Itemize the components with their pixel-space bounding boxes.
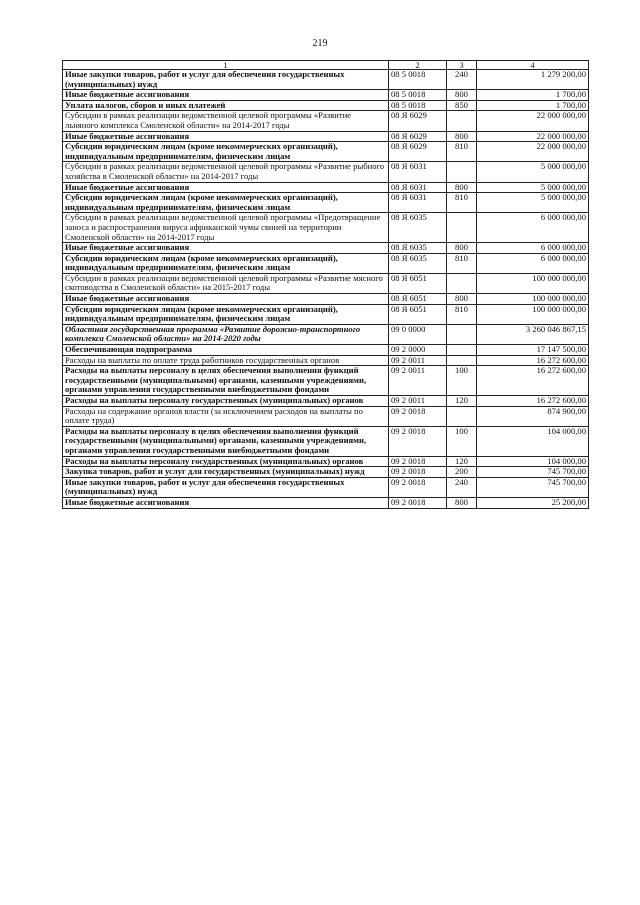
row-type-cell: 800 <box>447 243 477 254</box>
row-code-cell: 09 2 0011 <box>389 396 447 407</box>
row-sum-cell: 5 000 000,00 <box>477 182 589 193</box>
row-type-cell <box>447 345 477 356</box>
row-code-cell: 08 Я 6051 <box>389 273 447 293</box>
row-name-cell: Субсидии в рамках реализации ведомственной целевой программы «Развитие рыбного хозяйства в Смоленской области» на 2014-2017 годы <box>63 162 389 182</box>
table-row <box>63 70 589 90</box>
row-sum-cell: 3 260 046 867,15 <box>477 324 589 344</box>
table-row <box>63 131 589 142</box>
row-sum-cell: 104 000,00 <box>477 456 589 467</box>
row-name-cell: Субсидии юридическим лицам (кроме некоммерческих организаций), индивидуальным предпринимателям, физическим лицам <box>63 193 389 213</box>
row-code-cell: 08 Я 6029 <box>389 131 447 142</box>
row-type-cell: 800 <box>447 90 477 101</box>
row-type-cell: 240 <box>447 70 477 90</box>
page-number: 219 <box>312 38 328 49</box>
row-code-cell: 09 2 0018 <box>389 426 447 456</box>
table-row <box>63 253 589 273</box>
row-type-cell: 850 <box>447 100 477 111</box>
row-name-cell: Иные бюджетные ассигнования <box>63 497 389 508</box>
table-row <box>63 273 589 293</box>
table-row <box>63 497 589 508</box>
table-row <box>63 111 589 131</box>
row-type-cell: 240 <box>447 477 477 497</box>
row-code-cell: 09 2 0000 <box>389 345 447 356</box>
table-row <box>63 396 589 407</box>
row-code-cell: 08 5 0018 <box>389 70 447 90</box>
row-type-cell: 800 <box>447 294 477 305</box>
row-code-cell: 09 2 0018 <box>389 456 447 467</box>
row-code-cell: 08 Я 6051 <box>389 304 447 324</box>
row-name-cell: Иные бюджетные ассигнования <box>63 243 389 254</box>
table-row <box>63 324 589 344</box>
row-sum-cell: 104 000,00 <box>477 426 589 456</box>
row-code-cell: 09 2 0011 <box>389 366 447 396</box>
row-code-cell: 09 2 0018 <box>389 477 447 497</box>
row-code-cell: 09 0 0000 <box>389 324 447 344</box>
column-header-4: 4 <box>477 61 589 70</box>
row-type-cell: 800 <box>447 497 477 508</box>
row-type-cell: 800 <box>447 131 477 142</box>
table-row <box>63 213 589 243</box>
row-name-cell: Субсидии в рамках реализации ведомственной целевой программы «Предотвращение заноса и распространения вируса африканской чумы свиней на территории Смоленской области» на 2014-2017 годы <box>63 213 389 243</box>
table-row <box>63 456 589 467</box>
row-sum-cell: 1 700,00 <box>477 100 589 111</box>
row-type-cell: 120 <box>447 396 477 407</box>
row-name-cell: Расходы на выплаты персоналу в целях обеспечения выполнения функций государственными (муниципальными) органами, казенными учреждениями, органами управления государственными внебюджетными фондами <box>63 366 389 396</box>
row-name-cell: Расходы на выплаты персоналу государственных (муниципальных) органов <box>63 456 389 467</box>
row-type-cell: 810 <box>447 304 477 324</box>
row-code-cell: 08 Я 6051 <box>389 294 447 305</box>
row-sum-cell: 6 000 000,00 <box>477 253 589 273</box>
row-type-cell <box>447 111 477 131</box>
row-type-cell: 810 <box>447 253 477 273</box>
row-code-cell: 08 Я 6029 <box>389 111 447 131</box>
budget-table <box>62 60 589 509</box>
table-row <box>63 100 589 111</box>
row-name-cell: Расходы на содержание органов власти (за исключением расходов на выплаты по оплате труда) <box>63 406 389 426</box>
row-code-cell: 08 Я 6031 <box>389 162 447 182</box>
table-row <box>63 182 589 193</box>
row-name-cell: Иные бюджетные ассигнования <box>63 182 389 193</box>
table-row <box>63 304 589 324</box>
row-sum-cell: 22 000 000,00 <box>477 131 589 142</box>
column-header-2: 2 <box>389 61 447 70</box>
row-code-cell: 08 Я 6035 <box>389 213 447 243</box>
table-row <box>63 345 589 356</box>
row-sum-cell: 1 279 200,00 <box>477 70 589 90</box>
row-sum-cell: 6 000 000,00 <box>477 213 589 243</box>
row-type-cell <box>447 406 477 426</box>
row-type-cell <box>447 213 477 243</box>
table-row <box>63 243 589 254</box>
row-code-cell: 08 Я 6029 <box>389 142 447 162</box>
row-name-cell: Расходы на выплаты персоналу государственных (муниципальных) органов <box>63 396 389 407</box>
table-row <box>63 142 589 162</box>
table-row <box>63 355 589 366</box>
row-code-cell: 09 2 0011 <box>389 355 447 366</box>
table-row <box>63 193 589 213</box>
row-code-cell: 09 2 0018 <box>389 406 447 426</box>
row-sum-cell: 100 000 000,00 <box>477 273 589 293</box>
row-code-cell: 08 5 0018 <box>389 90 447 101</box>
table-row <box>63 294 589 305</box>
row-name-cell: Субсидии юридическим лицам (кроме некоммерческих организаций), индивидуальным предпринимателям, физическим лицам <box>63 304 389 324</box>
row-code-cell: 08 Я 6031 <box>389 182 447 193</box>
column-header-1: 1 <box>63 61 389 70</box>
row-type-cell: 100 <box>447 366 477 396</box>
row-type-cell: 200 <box>447 467 477 478</box>
row-type-cell <box>447 273 477 293</box>
row-sum-cell: 100 000 000,00 <box>477 294 589 305</box>
row-sum-cell: 16 272 600,00 <box>477 355 589 366</box>
row-code-cell: 08 5 0018 <box>389 100 447 111</box>
row-sum-cell: 22 000 000,00 <box>477 142 589 162</box>
row-name-cell: Областная государственная программа «Развитие дорожно-транспортного комплекса Смоленской области» на 2014-2020 годы <box>63 324 389 344</box>
row-type-cell: 120 <box>447 456 477 467</box>
row-name-cell: Иные закупки товаров, работ и услуг для обеспечения государственных (муниципальных) нужд <box>63 70 389 90</box>
row-name-cell: Расходы на выплаты персоналу в целях обеспечения выполнения функций государственными (муниципальными) органами, казенными учреждениями, органами управления государственными внебюджетными фондами <box>63 426 389 456</box>
row-name-cell: Субсидии в рамках реализации ведомственной целевой программы «Развитие мясного скотоводства в Смоленской области» на 2015-2017 годы <box>63 273 389 293</box>
row-name-cell: Уплата налогов, сборов и иных платежей <box>63 100 389 111</box>
table-row <box>63 90 589 101</box>
row-type-cell: 810 <box>447 193 477 213</box>
row-name-cell: Закупка товаров, работ и услуг для государственных (муниципальных) нужд <box>63 467 389 478</box>
row-sum-cell: 5 000 000,00 <box>477 193 589 213</box>
row-sum-cell: 745 700,00 <box>477 467 589 478</box>
row-type-cell <box>447 162 477 182</box>
table-row <box>63 477 589 497</box>
table-row <box>63 426 589 456</box>
table-row <box>63 467 589 478</box>
row-code-cell: 08 Я 6035 <box>389 253 447 273</box>
row-code-cell: 08 Я 6035 <box>389 243 447 254</box>
row-name-cell: Субсидии юридическим лицам (кроме некоммерческих организаций), индивидуальным предпринимателям, физическим лицам <box>63 253 389 273</box>
row-sum-cell: 16 272 600,00 <box>477 366 589 396</box>
column-header-3: 3 <box>447 61 477 70</box>
row-sum-cell: 25 200,00 <box>477 497 589 508</box>
row-name-cell: Субсидии юридическим лицам (кроме некоммерческих организаций), индивидуальным предпринимателям, физическим лицам <box>63 142 389 162</box>
row-type-cell <box>447 324 477 344</box>
table-row <box>63 406 589 426</box>
row-name-cell: Обеспечивающая подпрограмма <box>63 345 389 356</box>
row-sum-cell: 17 147 500,00 <box>477 345 589 356</box>
row-code-cell: 08 Я 6031 <box>389 193 447 213</box>
row-type-cell <box>447 355 477 366</box>
row-code-cell: 09 2 0018 <box>389 467 447 478</box>
table-row <box>63 162 589 182</box>
row-sum-cell: 22 000 000,00 <box>477 111 589 131</box>
row-sum-cell: 745 700,00 <box>477 477 589 497</box>
row-type-cell: 800 <box>447 182 477 193</box>
row-sum-cell: 5 000 000,00 <box>477 162 589 182</box>
row-name-cell: Иные бюджетные ассигнования <box>63 90 389 101</box>
row-name-cell: Расходы на выплаты по оплате труда работников государственных органов <box>63 355 389 366</box>
row-sum-cell: 100 000 000,00 <box>477 304 589 324</box>
row-name-cell: Иные закупки товаров, работ и услуг для обеспечения государственных (муниципальных) нужд <box>63 477 389 497</box>
row-type-cell: 810 <box>447 142 477 162</box>
row-sum-cell: 1 700,00 <box>477 90 589 101</box>
row-name-cell: Субсидии в рамках реализации ведомственной целевой программы «Развитие льняного комплекса Смоленской области» на 2014-2017 годы <box>63 111 389 131</box>
row-sum-cell: 6 000 000,00 <box>477 243 589 254</box>
row-name-cell: Иные бюджетные ассигнования <box>63 294 389 305</box>
row-sum-cell: 874 900,00 <box>477 406 589 426</box>
row-type-cell: 100 <box>447 426 477 456</box>
row-name-cell: Иные бюджетные ассигнования <box>63 131 389 142</box>
row-code-cell: 09 2 0018 <box>389 497 447 508</box>
row-sum-cell: 16 272 600,00 <box>477 396 589 407</box>
table-row <box>63 366 589 396</box>
